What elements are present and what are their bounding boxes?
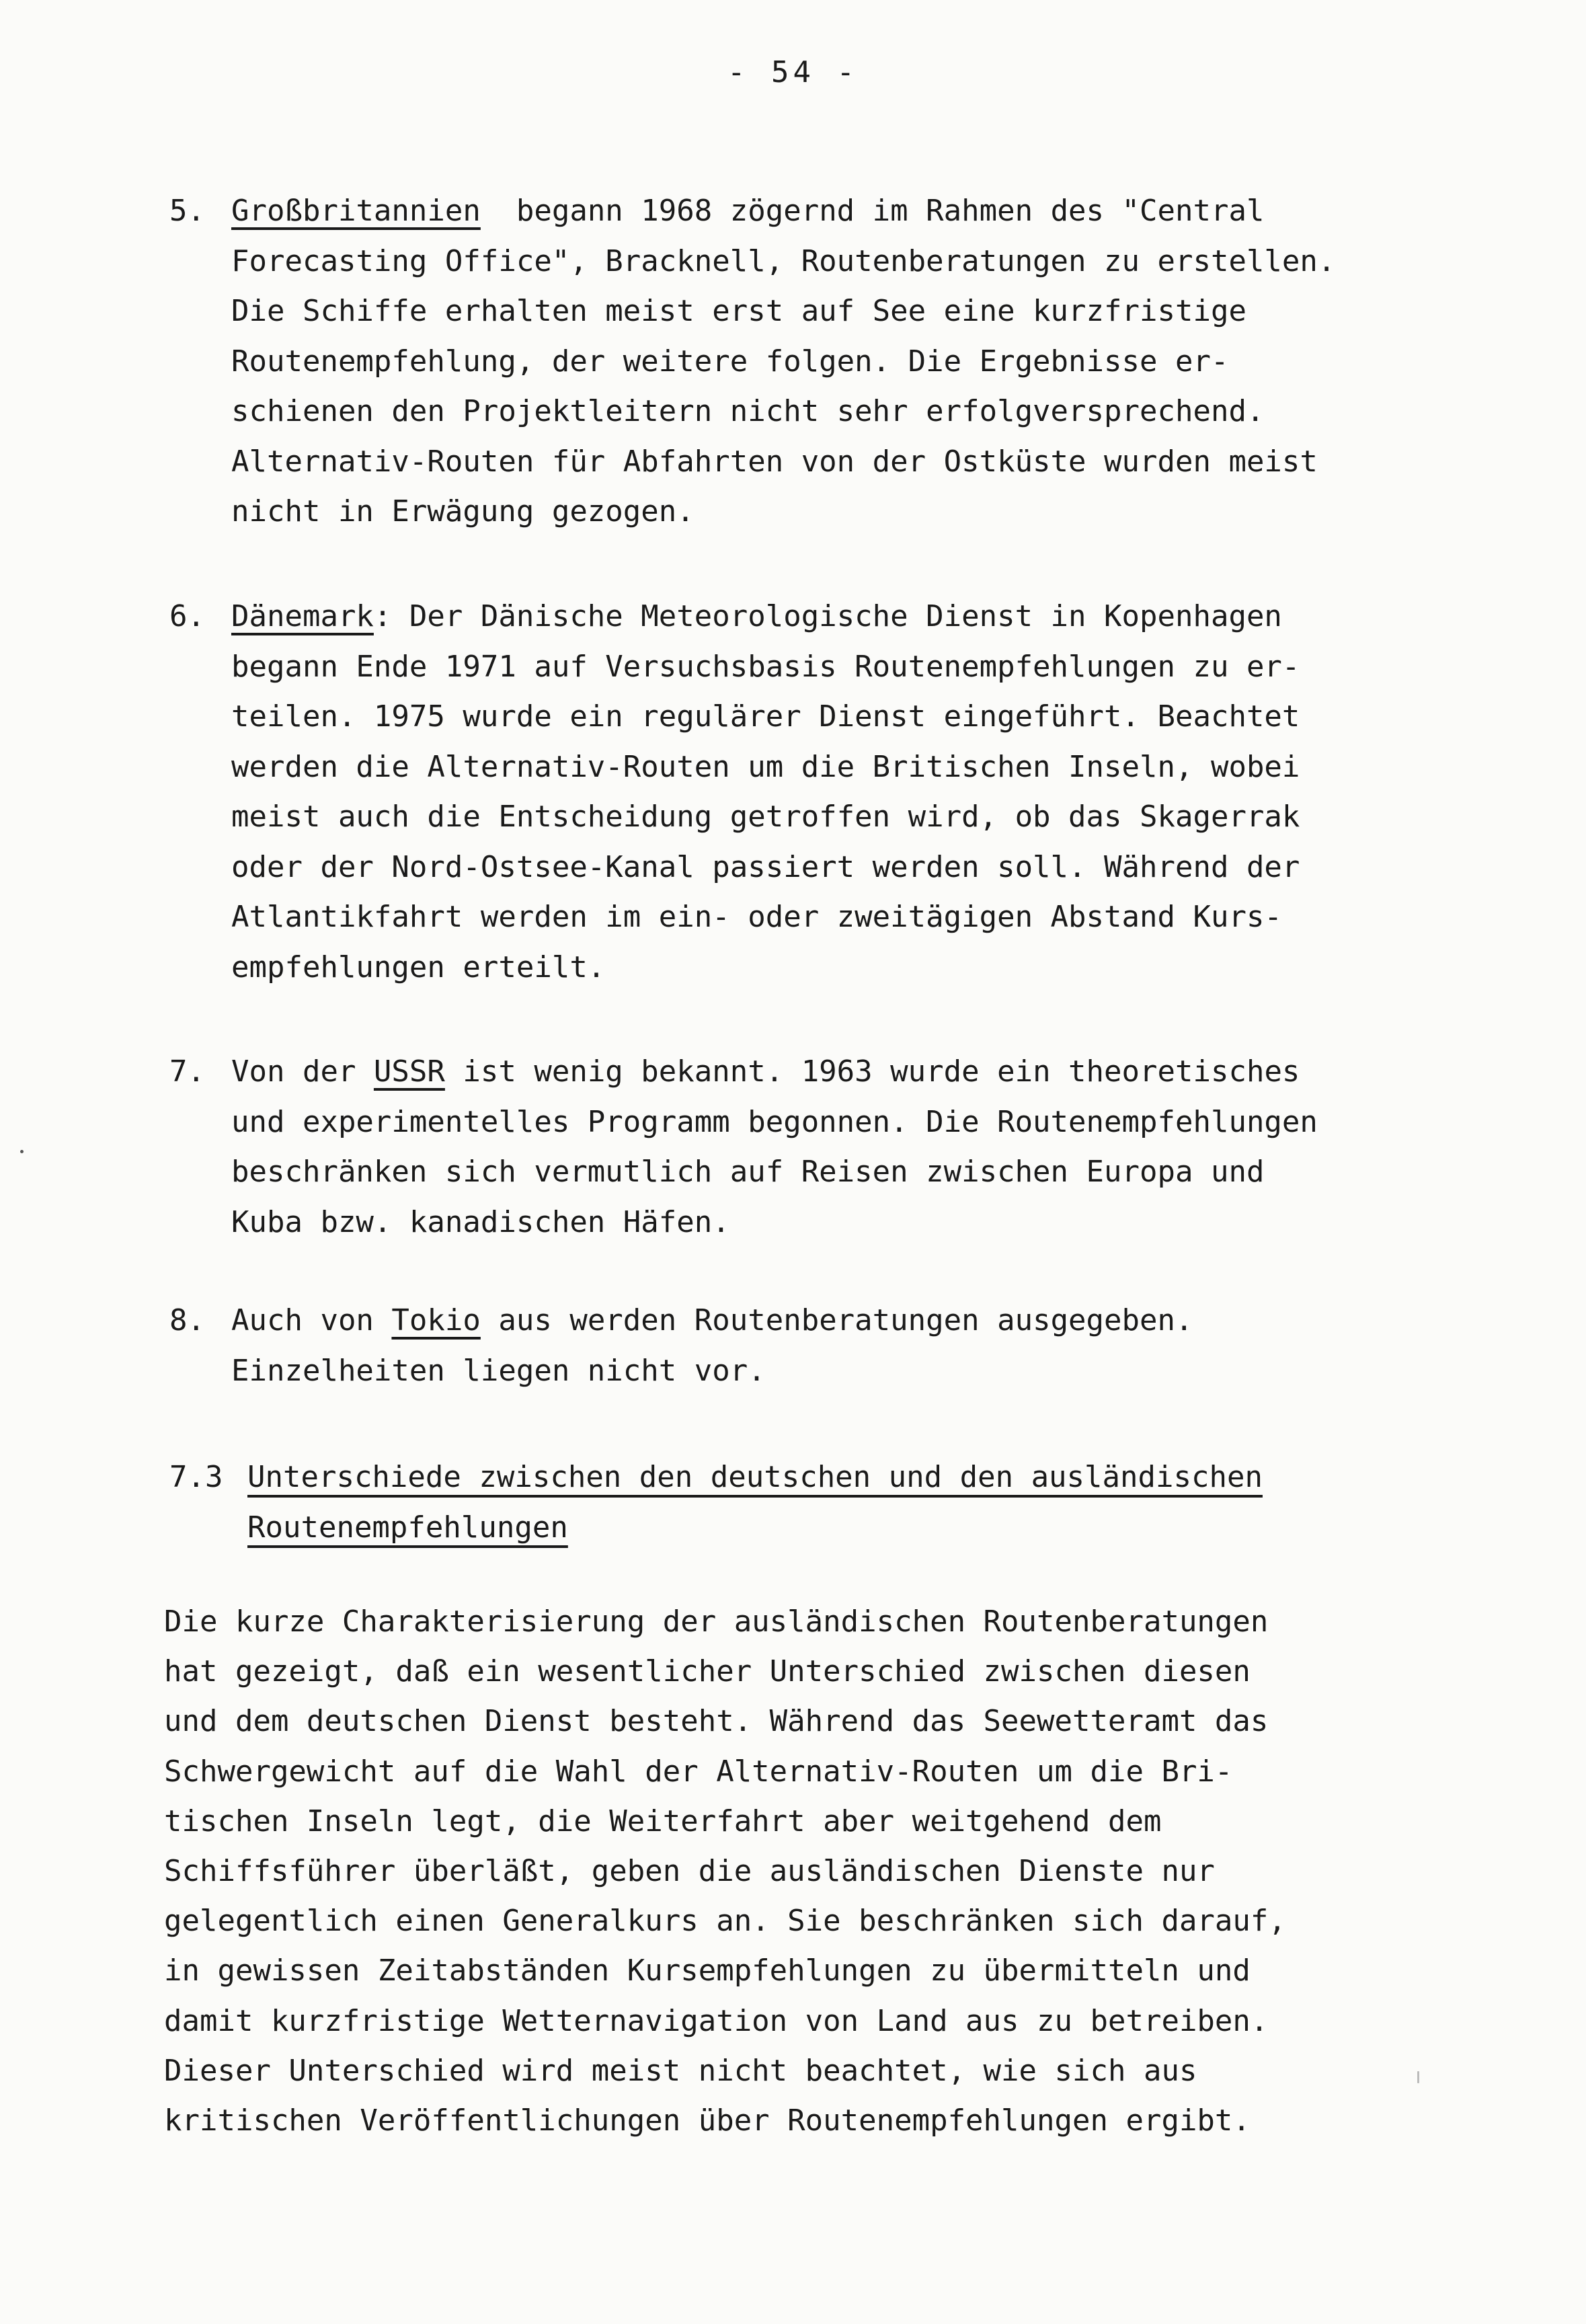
list-item-number: 7.: [169, 1054, 205, 1089]
underlined-term: Tokio: [391, 1303, 481, 1338]
list-item-line: Alternativ-Routen für Abfahrten von der Ostküste wurden meist: [231, 444, 1318, 479]
list-item-number: 6.: [169, 599, 205, 633]
list-item-line: Einzelheiten liegen nicht vor.: [231, 1353, 766, 1388]
list-item-line: Großbritannien begann 1968 zögernd im Rahmen des "Central: [231, 194, 1265, 228]
list-item-line: und experimentelles Programm begonnen. Die Routenempfehlungen: [231, 1104, 1318, 1139]
list-item-line: Forecasting Office", Bracknell, Routenberatungen zu erstellen.: [231, 243, 1336, 278]
list-item-line: Atlantikfahrt werden im ein- oder zweitägigen Abstand Kurs-: [231, 900, 1282, 934]
list-item-6: [169, 592, 1514, 993]
section-title-line-1: Unterschiede zwischen den deutschen und den ausländischen: [247, 1460, 1263, 1494]
list-item-line: Die Schiffe erhalten meist erst auf See eine kurzfristige: [231, 294, 1246, 328]
paragraph-line: damit kurzfristige Wetternavigation von Land aus zu betreiben.: [164, 2003, 1269, 2038]
list-item-line: schienen den Projektleitern nicht sehr erfolgversprechend.: [231, 394, 1265, 428]
underlined-term: Dänemark: [231, 599, 374, 633]
scan-speck: [1417, 2071, 1419, 2083]
paragraph-line: und dem deutschen Dienst besteht. Während das Seewetteramt das: [164, 1704, 1269, 1739]
list-item-line: werden die Alternativ-Routen um die Britischen Inseln, wobei: [231, 749, 1300, 784]
list-item-line: oder der Nord-Ostsee-Kanal passiert werden soll. Während der: [231, 849, 1300, 884]
paragraph-line: Dieser Unterschied wird meist nicht beachtet, wie sich aus: [164, 2053, 1197, 2088]
paragraph-line: Schiffsführer überläßt, geben die ausländischen Dienste nur: [164, 1854, 1215, 1889]
paragraph-line: gelegentlich einen Generalkurs an. Sie beschränken sich darauf,: [164, 1904, 1286, 1939]
list-item-line: Routenempfehlung, der weitere folgen. Die Ergebnisse er-: [231, 344, 1229, 379]
list-item-line: Von der USSR ist wenig bekannt. 1963 wurde ein theoretisches: [231, 1054, 1300, 1089]
list-item-number: 5.: [169, 194, 205, 228]
underlined-term: USSR: [373, 1054, 445, 1089]
list-item-7: [169, 1047, 1514, 1247]
scan-speck: [20, 1150, 24, 1153]
list-item-line: Kuba bzw. kanadischen Häfen.: [231, 1204, 730, 1239]
section-number: 7.3: [169, 1460, 223, 1494]
paragraph-line: Die kurze Charakterisierung der ausländischen Routenberatungen: [164, 1604, 1269, 1639]
list-item-line: teilen. 1975 wurde ein regulärer Dienst eingeführt. Beachtet: [231, 699, 1300, 734]
section-heading: [169, 1452, 1263, 1553]
list-item-8: [169, 1296, 1514, 1396]
page-number: - 54 -: [727, 55, 859, 89]
paragraph-line: hat gezeigt, daß ein wesentlicher Unterschied zwischen diesen: [164, 1654, 1251, 1689]
list-item-line: Dänemark: Der Dänische Meteorologische Dienst in Kopenhagen: [231, 599, 1282, 633]
list-item-number: 8.: [169, 1303, 205, 1338]
body-paragraph: [164, 1597, 1286, 2146]
list-item-line: begann Ende 1971 auf Versuchsbasis Routenempfehlungen zu er-: [231, 649, 1300, 684]
paragraph-line: Schwergewicht auf die Wahl der Alternativ-Routen um die Bri-: [164, 1754, 1233, 1789]
section-title-line-2: Routenempfehlungen: [247, 1510, 568, 1545]
list-item-line: empfehlungen erteilt.: [231, 950, 606, 984]
paragraph-line: kritischen Veröffentlichungen über Routenempfehlungen ergibt.: [164, 2103, 1251, 2138]
underlined-term: Großbritannien: [231, 194, 481, 228]
list-item-line: beschränken sich vermutlich auf Reisen zwischen Europa und: [231, 1155, 1265, 1189]
paragraph-line: in gewissen Zeitabständen Kursempfehlungen zu übermitteln und: [164, 1953, 1251, 1988]
list-item-5: [169, 186, 1514, 537]
list-item-line: Auch von Tokio aus werden Routenberatungen ausgegeben.: [231, 1303, 1193, 1338]
list-item-line: nicht in Erwägung gezogen.: [231, 494, 695, 529]
paragraph-line: tischen Inseln legt, die Weiterfahrt aber weitgehend dem: [164, 1804, 1162, 1838]
list-item-line: meist auch die Entscheidung getroffen wird, ob das Skagerrak: [231, 800, 1300, 834]
